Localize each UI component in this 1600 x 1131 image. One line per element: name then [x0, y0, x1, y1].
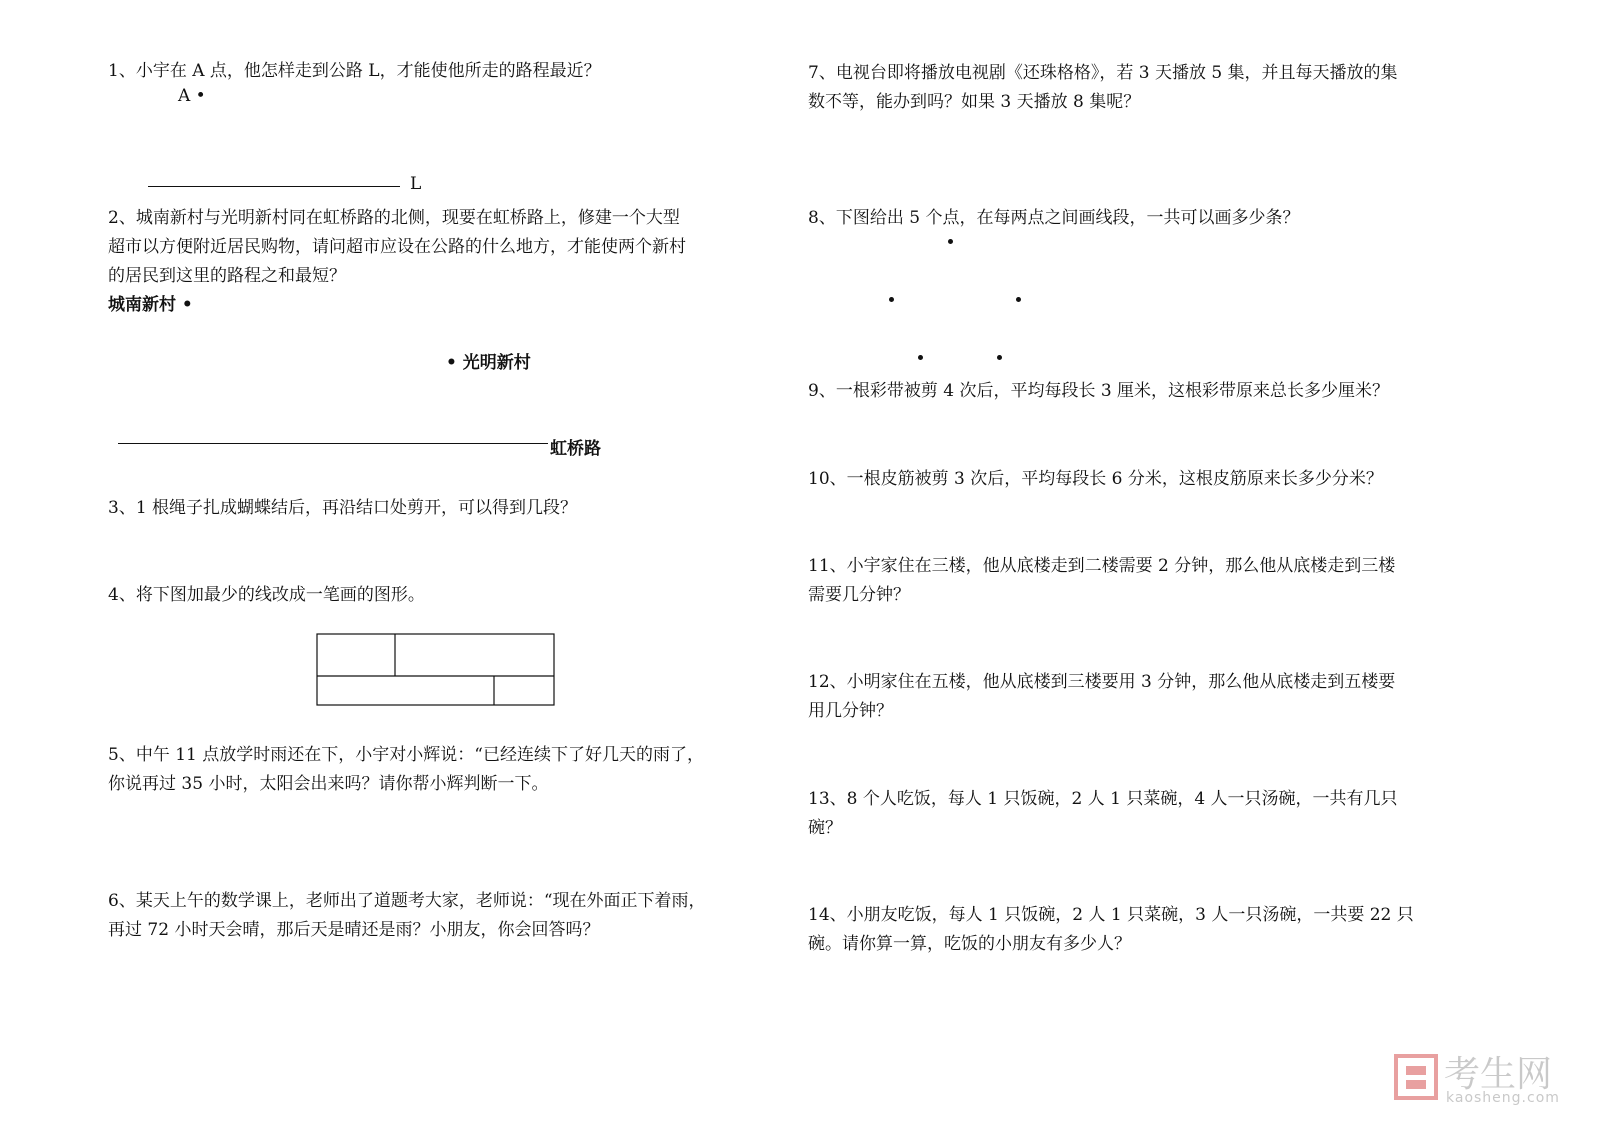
five-points-dot: [1016, 297, 1021, 302]
five-points-dot: [997, 355, 1002, 360]
five-points-dot: [948, 239, 953, 244]
question-9: 9、一根彩带被剪 4 次后，平均每段长 3 厘米，这根彩带原来总长多少厘米？: [808, 381, 1390, 401]
question-8: 8、下图给出 5 个点，在每两点之间画线段，一共可以画多少条？: [808, 208, 1300, 228]
hongqiao-road-label: 虹桥路: [550, 439, 601, 459]
question-2-line-2: 超市以方便附近居民购物，请问超市应设在公路的什么地方，才能使两个新村: [108, 237, 686, 257]
road-l-line: [148, 186, 400, 187]
question-11-line-2: 需要几分钟？: [808, 585, 910, 605]
question-7-line-2: 数不等，能办到吗？如果 3 天播放 8 集呢？: [808, 92, 1141, 112]
village-guangming-label: • 光明新村: [446, 353, 531, 373]
question-14-line-1: 14、小朋友吃饭，每人 1 只饭碗，2 人 1 只菜碗，3 人一只汤碗，一共要 22 只: [808, 905, 1414, 925]
question-1: 1、小宇在 A 点，他怎样走到公路 L，才能使他所走的路程最近？: [108, 61, 601, 81]
question-13-line-2: 碗？: [808, 818, 842, 838]
question-13-line-1: 13、8 个人吃饭，每人 1 只饭碗，2 人 1 只菜碗，4 人一只汤碗，一共有几只: [808, 789, 1398, 809]
watermark-url: kaosheng.com: [1446, 1090, 1560, 1106]
question-10: 10、一根皮筋被剪 3 次后，平均每段长 6 分米，这根皮筋原来长多少分米？: [808, 469, 1383, 489]
question-3: 3、1 根绳子扎成蝴蝶结后，再沿结口处剪开，可以得到几段？: [108, 498, 578, 518]
question-4: 4、将下图加最少的线改成一笔画的图形。: [108, 585, 425, 605]
kaosheng-logo-icon: [1394, 1052, 1438, 1102]
point-a-label: A •: [178, 86, 206, 106]
question-5-line-1: 5、中午 11 点放学时雨还在下，小宇对小辉说：“已经连续下了好几天的雨了，: [108, 745, 704, 765]
question-14-line-2: 碗。请你算一算，吃饭的小朋友有多少人？: [808, 934, 1131, 954]
five-points-dot: [918, 355, 923, 360]
question-2-line-3: 的居民到这里的路程之和最短？: [108, 266, 346, 286]
watermark-brand: 考生网: [1444, 1054, 1553, 1095]
road-l-label: L: [410, 174, 422, 194]
question-5-line-2: 你说再过 35 小时，太阳会出来吗？请你帮小辉判断一下。: [108, 774, 549, 794]
question-6-line-2: 再过 72 小时天会晴，那后天是晴还是雨？小朋友，你会回答吗？: [108, 920, 600, 940]
question-12-line-2: 用几分钟？: [808, 701, 893, 721]
village-chengnan-label: 城南新村 •: [108, 295, 193, 315]
question-11-line-1: 11、小宇家住在三楼，他从底楼走到二楼需要 2 分钟，那么他从底楼走到三楼: [808, 556, 1396, 576]
five-points-dot: [889, 297, 894, 302]
question-7-line-1: 7、电视台即将播放电视剧《还珠格格》，若 3 天播放 5 集，并且每天播放的集: [808, 63, 1398, 83]
one-stroke-figure: [316, 633, 560, 709]
question-12-line-1: 12、小明家住在五楼，他从底楼到三楼要用 3 分钟，那么他从底楼走到五楼要: [808, 672, 1396, 692]
question-2-line-1: 2、城南新村与光明新村同在虹桥路的北侧，现要在虹桥路上，修建一个大型: [108, 208, 680, 228]
question-6-line-1: 6、某天上午的数学课上，老师出了道题考大家，老师说：“现在外面正下着雨，: [108, 891, 706, 911]
hongqiao-road-line: [118, 443, 548, 444]
